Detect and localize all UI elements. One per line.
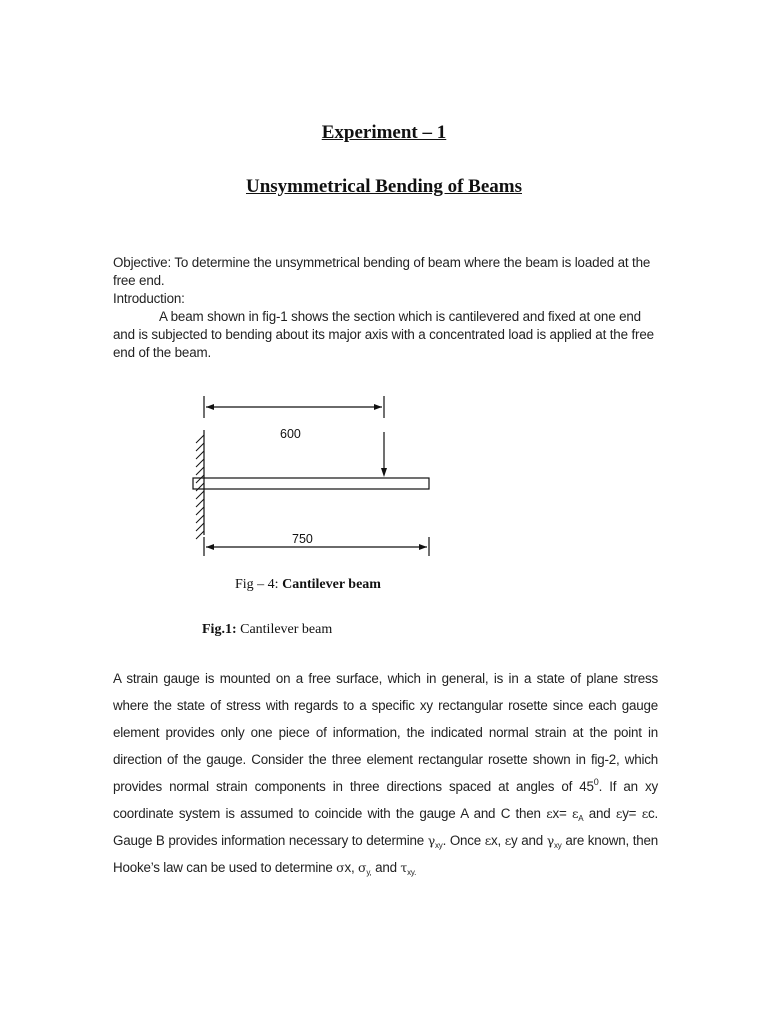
- x-equals: x=: [552, 806, 572, 821]
- gamma-symbol: γ: [427, 833, 435, 848]
- sigma-symbol: σ: [336, 860, 345, 875]
- y-equals: y=: [622, 806, 642, 821]
- caption-prefix: Fig – 4:: [235, 577, 283, 592]
- subscript-xy: xy.: [407, 868, 417, 877]
- x-comma: x,: [344, 860, 358, 875]
- subscript-xy: xy: [434, 841, 443, 850]
- figure-caption-1: [202, 622, 332, 638]
- gamma-symbol: γ: [546, 833, 554, 848]
- epsilon-symbol: ε: [484, 833, 492, 848]
- body-sentence-1: A strain gauge is mounted on a free surface, which in general, is in a state of plane stress where the state of stress with regards to a specific xy rectangular rosette since each gauge element provides only one piece of information, the indicated normal strain at the point in direction of the gauge. Consider the three element rectangular rosette shown in fig-2, which provides normal strain components in three directions spaced at angles of 45: [113, 671, 658, 794]
- dimension-label-600: 600: [280, 427, 301, 441]
- subscript-xy: xy: [554, 841, 562, 850]
- caption-bold: Cantilever beam: [282, 577, 381, 592]
- intro-section: [113, 254, 658, 362]
- dimension-label-750: 750: [292, 532, 313, 546]
- document-title: Experiment – 1: [321, 122, 447, 143]
- subscript-a: A: [578, 814, 584, 823]
- conjunction: and: [583, 806, 616, 821]
- epsilon-symbol: ε: [615, 806, 623, 821]
- caption-label: Fig.1:: [202, 622, 237, 637]
- epsilon-symbol: ε: [641, 806, 648, 821]
- body-sentence-2: . If an xy coordinate system is assumed to coincide with the gauge A and C then: [113, 779, 658, 821]
- sigma-symbol: σ: [358, 860, 367, 875]
- cantilever-diagram: [180, 390, 450, 565]
- epsilon-symbol: ε: [546, 806, 553, 821]
- x-comma: x,: [491, 833, 505, 848]
- intro-heading: Introduction:: [113, 291, 185, 306]
- objective-text: Objective: To determine the unsymmetrical bending of beam where the beam is loaded at the free end.: [113, 255, 651, 288]
- subscript-y: y,: [366, 868, 372, 877]
- intro-text: A beam shown in fig-1 shows the section which is cantilevered and fixed at one end and is subjected to bending about its major axis with a concentrated load is applied at the free end of the beam.: [113, 309, 654, 360]
- epsilon-symbol: ε: [504, 833, 512, 848]
- tau-symbol: τ: [400, 860, 408, 875]
- cantilever-figure: [180, 390, 450, 565]
- conjunction: and: [371, 860, 401, 875]
- degree-superscript: 0: [593, 777, 599, 787]
- epsilon-symbol: ε: [571, 806, 579, 821]
- once-text: . Once: [442, 833, 485, 848]
- body-sentence-4: are known, then Hooke’s law can be used to determine: [113, 833, 658, 875]
- body-paragraph: [113, 665, 658, 881]
- caption-text: Cantilever beam: [236, 622, 333, 637]
- y-and: y and: [511, 833, 547, 848]
- document-subtitle: Unsymmetrical Bending of Beams: [245, 176, 522, 197]
- body-sentence-3: c. Gauge B provides information necessary to determine: [113, 806, 658, 848]
- figure-caption-4: [235, 577, 381, 593]
